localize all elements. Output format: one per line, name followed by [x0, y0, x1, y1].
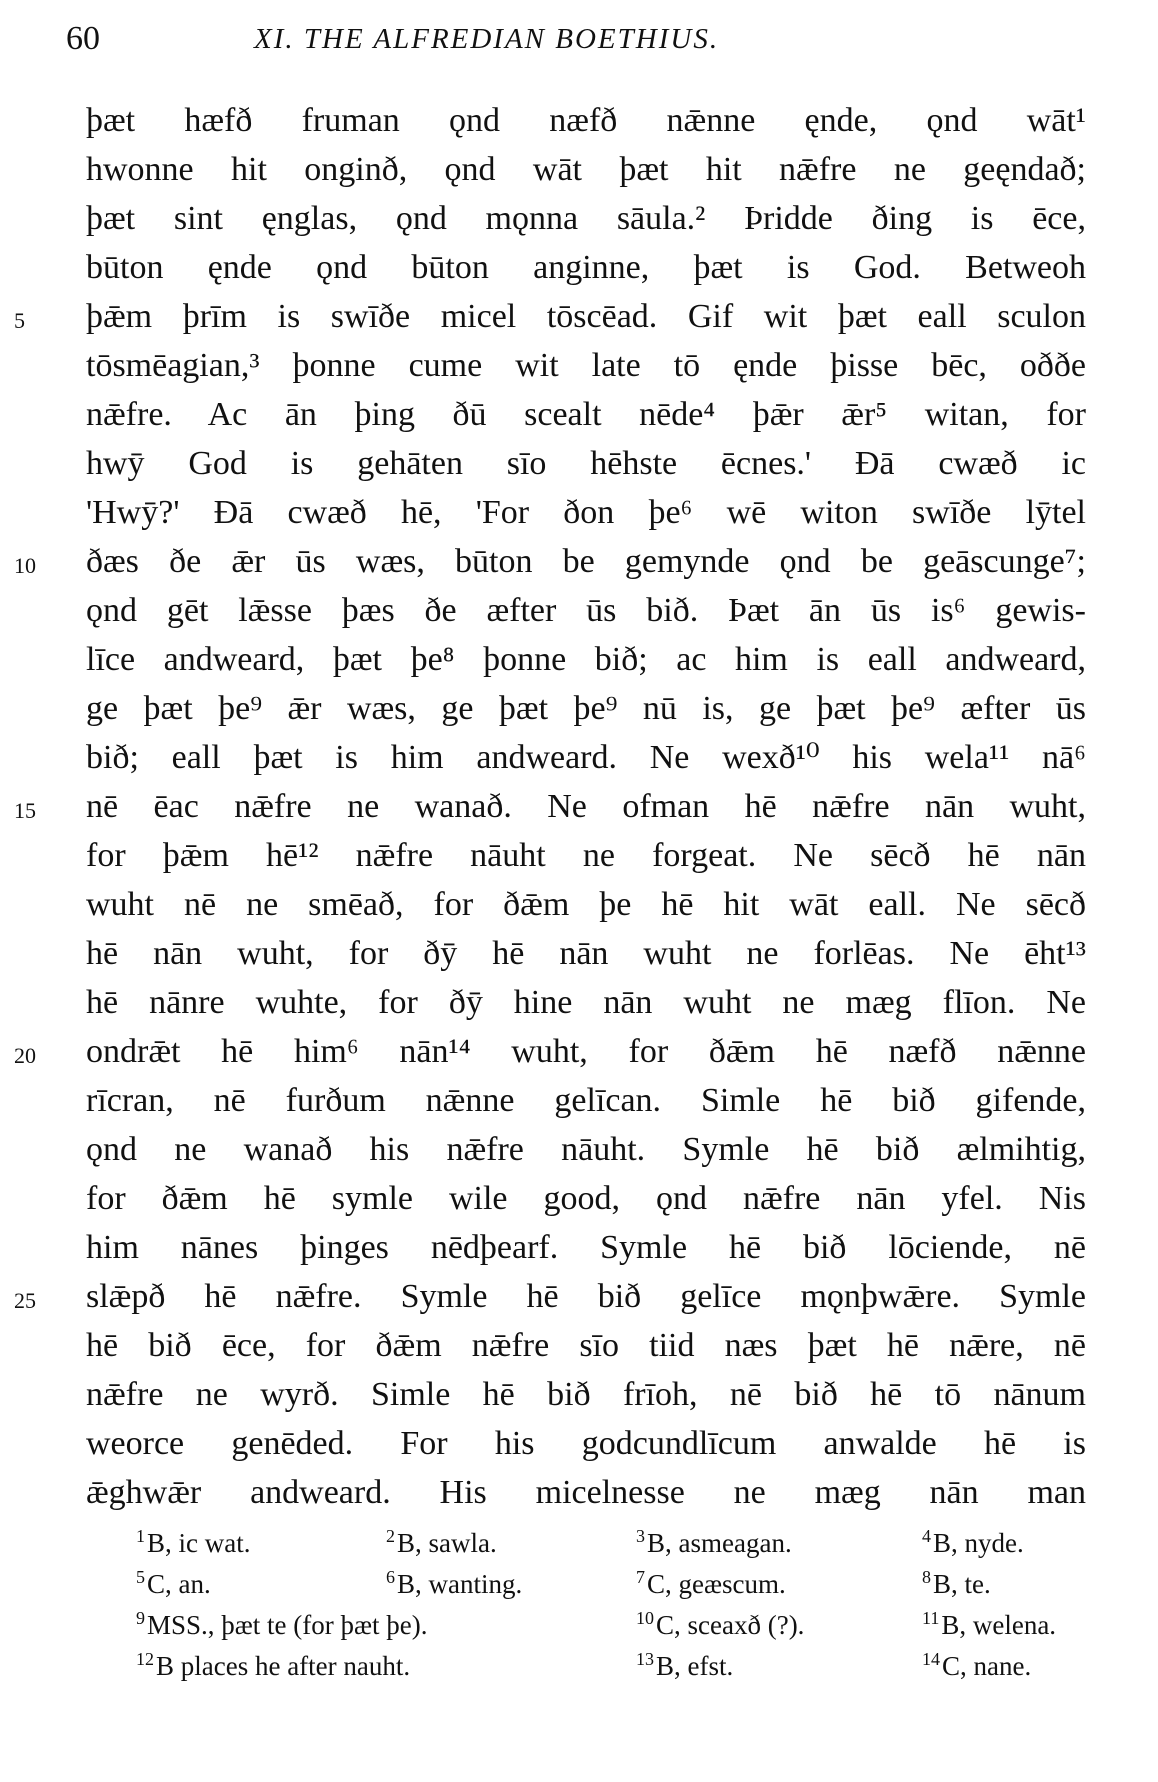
text-line: [86, 96, 1086, 145]
line-text: ǫnd ne wanað his nǣfre nāuht. Symle hē bið ælmihtig,: [86, 1131, 1086, 1168]
line-number: 10: [14, 553, 36, 578]
line-text: nē ēac nǣfre ne wanað. Ne ofman hē nǣfre nān wuht,: [86, 788, 1086, 825]
text-line: [86, 390, 1086, 439]
line-number: 25: [14, 1288, 36, 1313]
footnote-text: B, nyde.: [933, 1528, 1024, 1558]
line-text: hwȳ God is gehāten sīo hēhste ēcnes.' Ðā cwæð ic: [86, 445, 1086, 482]
line-number: 5: [14, 308, 25, 333]
footnote-mark: 8: [922, 1567, 931, 1587]
line-text: for ðǣm hē symle wile good, ǫnd nǣfre nān yfel. Nis: [86, 1180, 1086, 1217]
footnote-mark: 14: [922, 1649, 940, 1669]
text-line: [86, 1223, 1086, 1272]
footnote: [136, 1646, 636, 1687]
text-line: [14, 1027, 1086, 1076]
text-line: [86, 1076, 1086, 1125]
footnote-mark: 3: [636, 1526, 645, 1546]
line-text: tōsmēagian,³ þonne cume wit late tō ęnde þisse bēc, oððe: [86, 347, 1086, 384]
line-text: ǫnd gēt lǣsse þæs ðe æfter ūs bið. Þæt ān ūs is⁶ gewis-: [86, 592, 1086, 629]
line-text: þǣm þrīm is swīðe micel tōscēad. Gif wit þæt eall sculon: [86, 298, 1086, 335]
line-number: 20: [14, 1043, 36, 1068]
footnote-mark: 7: [636, 1567, 645, 1587]
line-text: bið; eall þæt is him andweard. Ne wexð¹⁰ his wela¹¹ nā⁶: [86, 739, 1086, 776]
text-line: [86, 243, 1086, 292]
footnote-text: B, wanting.: [397, 1569, 523, 1599]
footnote-mark: 2: [386, 1526, 395, 1546]
footnote-text: MSS., þæt te (for þæt þe).: [147, 1610, 428, 1640]
footnote: [922, 1605, 1092, 1646]
footnote: [636, 1523, 922, 1564]
text-line: [86, 1125, 1086, 1174]
footnote-mark: 11: [922, 1608, 940, 1628]
line-text: weorce genēded. For his godcundlīcum anwalde hē is: [86, 1425, 1086, 1462]
footnote-mark: 9: [136, 1608, 145, 1628]
footnote-row: [136, 1605, 1096, 1646]
text-line: [86, 831, 1086, 880]
text-line: [86, 635, 1086, 684]
footnote: [922, 1523, 1092, 1564]
footnote: [136, 1605, 636, 1646]
footnote-text: B places he after nauht.: [156, 1651, 411, 1681]
line-text: rīcran, nē furðum nǣnne gelīcan. Simle hē bið gifende,: [86, 1082, 1086, 1119]
text-line: [86, 341, 1086, 390]
body-text: [14, 96, 1086, 1517]
footnote-text: B, asmeagan.: [647, 1528, 792, 1558]
footnote-mark: 6: [386, 1567, 395, 1587]
line-number: 15: [14, 798, 36, 823]
text-line: [86, 194, 1086, 243]
footnote-row: [136, 1523, 1096, 1564]
text-line: [86, 145, 1086, 194]
line-text: ðæs ðe ǣr ūs wæs, būton be gemynde ǫnd be geāscunge⁷;: [86, 543, 1086, 580]
line-text: ondrǣt hē him⁶ nān¹⁴ wuht, for ðǣm hē næfð nǣnne: [86, 1033, 1086, 1070]
footnote-text: C, geæscum.: [647, 1569, 786, 1599]
footnote-text: B, efst.: [656, 1651, 734, 1681]
text-line: [86, 488, 1086, 537]
line-text: þæt sint ęnglas, ǫnd mǫnna sāula.² Þridde ðing is ēce,: [86, 200, 1086, 237]
footnote-mark: 13: [636, 1649, 654, 1669]
text-line: [86, 978, 1086, 1027]
line-text: for þǣm hē¹² nǣfre nāuht ne forgeat. Ne sēcð hē nān: [86, 837, 1086, 874]
line-text: būton ęnde ǫnd būton anginne, þæt is God. Betweoh: [86, 249, 1086, 286]
footnote: [136, 1523, 386, 1564]
footnotes: [136, 1523, 1096, 1687]
footnote-row: [136, 1564, 1096, 1605]
footnote: [636, 1646, 922, 1687]
footnote: [386, 1523, 636, 1564]
footnote-mark: 1: [136, 1526, 145, 1546]
text-line: [86, 439, 1086, 488]
text-line: [86, 1174, 1086, 1223]
text-line: [14, 782, 1086, 831]
footnote-text: B, ic wat.: [147, 1528, 251, 1558]
line-text: nǣfre. Ac ān þing ðū scealt nēde⁴ þǣr ǣr⁵ witan, for: [86, 396, 1086, 433]
text-line: [86, 684, 1086, 733]
text-line: [86, 733, 1086, 782]
line-text: nǣfre ne wyrð. Simle hē bið frīoh, nē bið hē tō nānum: [86, 1376, 1086, 1413]
text-line: [86, 1321, 1086, 1370]
footnote: [922, 1564, 1092, 1605]
footnote-text: B, te.: [933, 1569, 991, 1599]
line-text: þæt hæfð fruman ǫnd næfð nǣnne ęnde, ǫnd wāt¹: [86, 102, 1086, 139]
footnote-text: B, welena.: [941, 1610, 1057, 1640]
line-text: ǣghwǣr andweard. His micelnesse ne mæg nān man: [86, 1474, 1086, 1511]
footnote-text: C, sceaxð (?).: [656, 1610, 805, 1640]
footnote-text: C, an.: [147, 1569, 211, 1599]
line-text: hē bið ēce, for ðǣm nǣfre sīo tiid næs þæt hē nǣre, nē: [86, 1327, 1086, 1364]
text-line: [86, 586, 1086, 635]
text-line: [14, 537, 1086, 586]
footnote-text: C, nane.: [942, 1651, 1032, 1681]
text-line: [86, 1419, 1086, 1468]
text-line: [86, 1468, 1086, 1517]
footnote-mark: 12: [136, 1649, 154, 1669]
line-text: wuht nē ne smēað, for ðǣm þe hē hit wāt eall. Ne sēcð: [86, 886, 1086, 923]
footnote: [636, 1564, 922, 1605]
footnote-row: [136, 1646, 1096, 1687]
footnote-mark: 10: [636, 1608, 654, 1628]
line-text: hē nān wuht, for ðȳ hē nān wuht ne forlēas. Ne ēht¹³: [86, 935, 1086, 972]
line-text: hwonne hit onginð, ǫnd wāt þæt hit nǣfre ne geęndað;: [86, 151, 1086, 188]
text-line: [86, 880, 1086, 929]
footnote-text: B, sawla.: [397, 1528, 497, 1558]
line-text: him nānes þinges nēdþearf. Symle hē bið lōciende, nē: [86, 1229, 1086, 1266]
footnote: [922, 1646, 1092, 1687]
footnote-mark: 5: [136, 1567, 145, 1587]
footnote: [386, 1564, 636, 1605]
footnote: [636, 1605, 922, 1646]
footnote-mark: 4: [922, 1526, 931, 1546]
line-text: hē nānre wuhte, for ðȳ hine nān wuht ne mæg flīon. Ne: [86, 984, 1086, 1021]
line-text: 'Hwȳ?' Ðā cwæð hē, 'For ðon þe⁶ wē witon swīðe lȳtel: [86, 494, 1086, 531]
line-text: ge þæt þe⁹ ǣr wæs, ge þæt þe⁹ nū is, ge þæt þe⁹ æfter ūs: [86, 690, 1086, 727]
line-text: slǣpð hē nǣfre. Symle hē bið gelīce mǫnþwǣre. Symle: [86, 1278, 1086, 1315]
text-line: [86, 929, 1086, 978]
text-line: [14, 292, 1086, 341]
page-header: [66, 14, 1106, 64]
line-text: līce andweard, þæt þe⁸ þonne bið; ac him is eall andweard,: [86, 641, 1086, 678]
text-line: [14, 1272, 1086, 1321]
running-head: XI. THE ALFREDIAN BOETHIUS.: [254, 23, 720, 55]
page-number: 60: [66, 20, 100, 57]
text-line: [86, 1370, 1086, 1419]
footnote: [136, 1564, 386, 1605]
